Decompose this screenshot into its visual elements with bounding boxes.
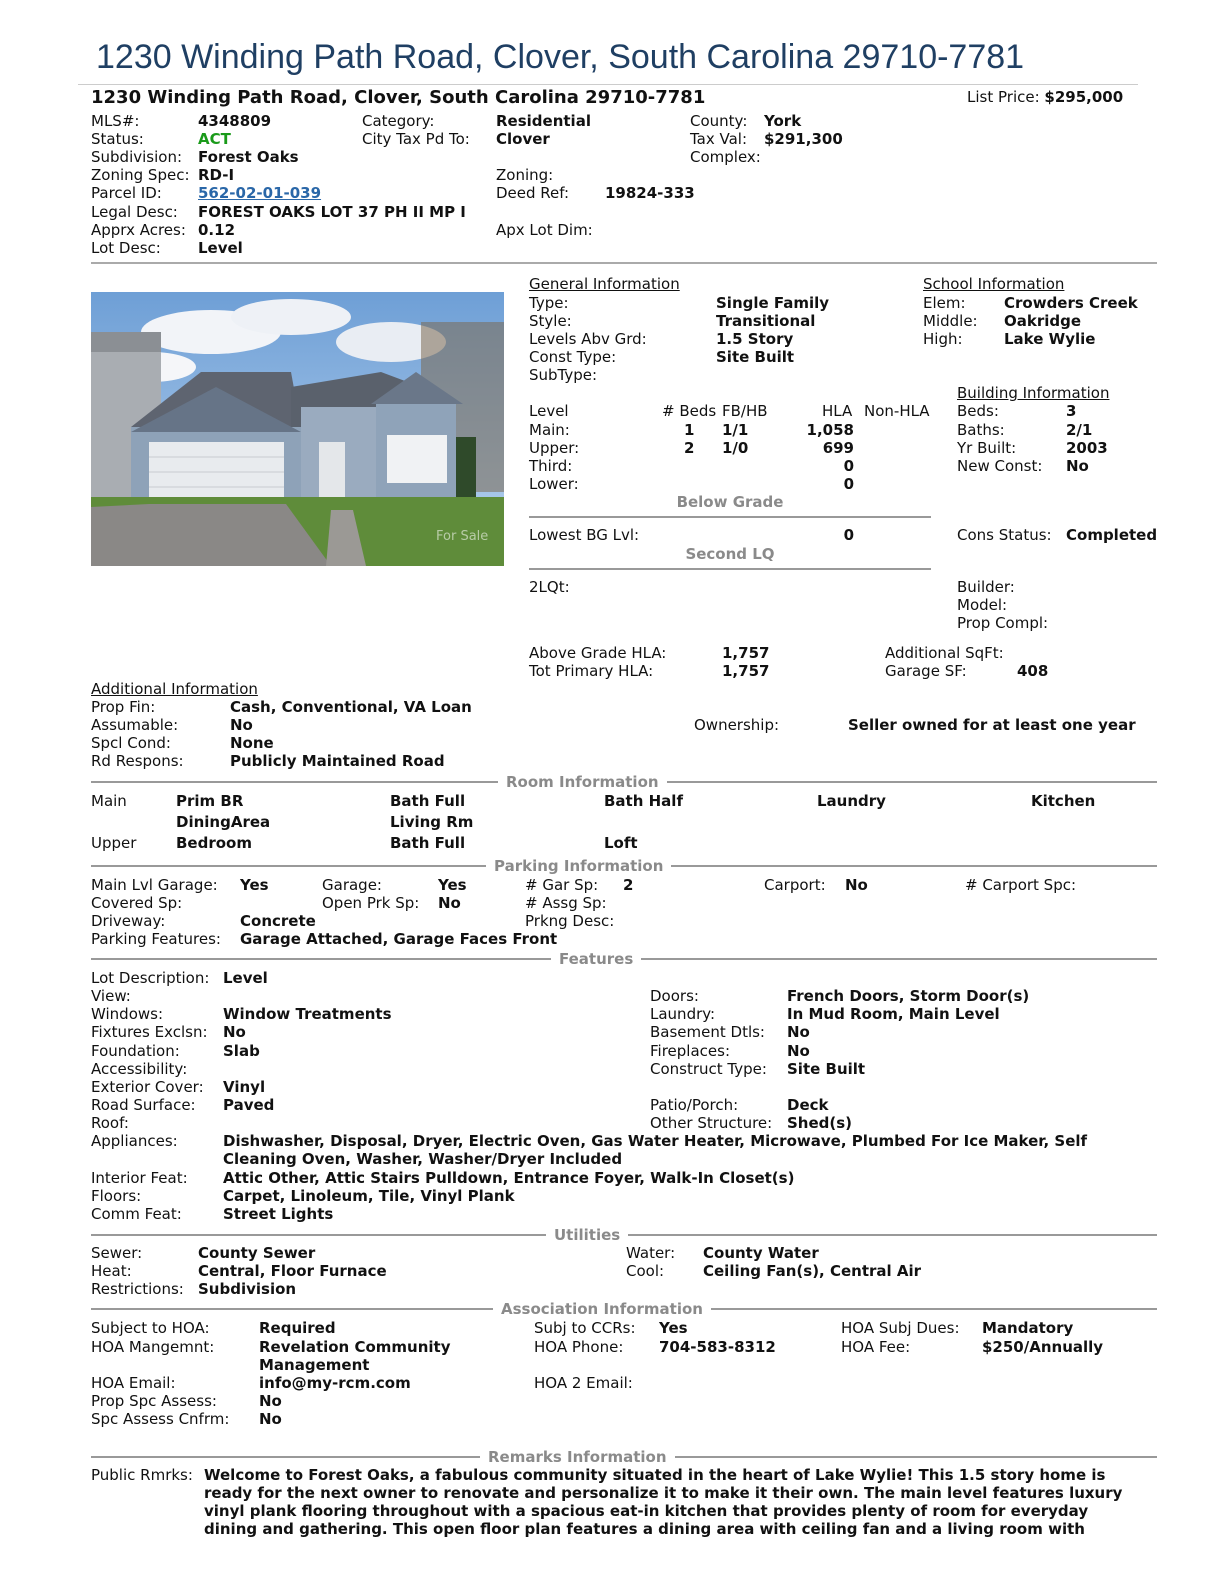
high-label: High: bbox=[923, 330, 963, 348]
covered-sp-label: Covered Sp: bbox=[91, 894, 183, 912]
legal-value: FOREST OAKS LOT 37 PH II MP I bbox=[198, 203, 466, 221]
style-label: Style: bbox=[529, 312, 572, 330]
interior-value: Attic Other, Attic Stairs Pulldown, Entrance Foyer, Walk-In Closet(s) bbox=[223, 1169, 795, 1187]
room-item: Bedroom bbox=[176, 834, 252, 852]
lot-desc-label: Lot Desc: bbox=[91, 239, 161, 257]
level-row-label: Lower: bbox=[529, 475, 579, 493]
elem-value: Crowders Creek bbox=[1004, 294, 1138, 312]
patio-value: Deck bbox=[787, 1096, 829, 1114]
city-tax-value: Clover bbox=[496, 130, 550, 148]
carport-spc-label: # Carport Spc: bbox=[965, 876, 1077, 894]
subdivision-value: Forest Oaks bbox=[198, 148, 299, 166]
room-item: Living Rm bbox=[390, 813, 474, 831]
cool-label: Cool: bbox=[626, 1262, 665, 1280]
nonhla-col-header: Non-HLA bbox=[864, 402, 930, 420]
other-structure-value: Shed(s) bbox=[787, 1114, 853, 1132]
windows-value: Window Treatments bbox=[223, 1005, 392, 1023]
main-lvl-garage-value: Yes bbox=[240, 876, 269, 894]
basement-label: Basement Dtls: bbox=[650, 1023, 765, 1041]
spc-assess-cnfrm-value: No bbox=[259, 1410, 282, 1428]
ownership-value: Seller owned for at least one year bbox=[848, 716, 1136, 734]
laundry-value: In Mud Room, Main Level bbox=[787, 1005, 1000, 1023]
yr-built-value: 2003 bbox=[1066, 439, 1108, 457]
carport-label: Carport: bbox=[764, 876, 826, 894]
mls-value: 4348809 bbox=[198, 112, 272, 130]
assg-sp-label: # Assg Sp: bbox=[525, 894, 607, 912]
beds-label: Beds: bbox=[957, 402, 999, 420]
parking-features-value: Garage Attached, Garage Faces Front bbox=[240, 930, 558, 948]
lot-dim-label: Apx Lot Dim: bbox=[496, 221, 593, 239]
cons-status-label: Cons Status: bbox=[957, 526, 1052, 544]
room-main-label: Main bbox=[91, 792, 127, 810]
exterior-label: Exterior Cover: bbox=[91, 1078, 204, 1096]
foundation-label: Foundation: bbox=[91, 1042, 180, 1060]
room-item: Prim BR bbox=[176, 792, 244, 810]
zoning-label: Zoning: bbox=[496, 166, 554, 184]
level-row-label: Main: bbox=[529, 421, 570, 439]
additional-info-header: Additional Information bbox=[91, 680, 258, 698]
baths-label: Baths: bbox=[957, 421, 1005, 439]
fireplaces-value: No bbox=[787, 1042, 810, 1060]
floors-value: Carpet, Linoleum, Tile, Vinyl Plank bbox=[223, 1187, 515, 1205]
hoa-fee-value: $250/Annually bbox=[982, 1338, 1104, 1356]
fireplaces-label: Fireplaces: bbox=[650, 1042, 730, 1060]
zoning-spec-label: Zoning Spec: bbox=[91, 166, 190, 184]
room-info-header: Room Information bbox=[498, 773, 667, 791]
mls-label: MLS#: bbox=[91, 112, 140, 130]
beds-value: 3 bbox=[1066, 402, 1077, 420]
doors-label: Doors: bbox=[650, 987, 699, 1005]
roof-label: Roof: bbox=[91, 1114, 129, 1132]
cons-status-value: Completed bbox=[1066, 526, 1158, 544]
garage-sf-value: 408 bbox=[1017, 662, 1049, 680]
spc-assess-cnfrm-label: Spc Assess Cnfrm: bbox=[91, 1410, 230, 1428]
subj-hoa-value: Required bbox=[259, 1319, 336, 1337]
house-illustration bbox=[91, 292, 504, 566]
assumable-label: Assumable: bbox=[91, 716, 179, 734]
level-row-label: Upper: bbox=[529, 439, 580, 457]
zoning-spec-value: RD-I bbox=[198, 166, 235, 184]
sewer-label: Sewer: bbox=[91, 1244, 143, 1262]
room-upper-label: Upper bbox=[91, 834, 137, 852]
windows-label: Windows: bbox=[91, 1005, 164, 1023]
hoa-dues-label: HOA Subj Dues: bbox=[841, 1319, 960, 1337]
tot-primary-label: Tot Primary HLA: bbox=[529, 662, 654, 680]
room-item: Bath Full bbox=[390, 792, 466, 810]
acres-value: 0.12 bbox=[198, 221, 236, 239]
category-value: Residential bbox=[496, 112, 591, 130]
subdivision-label: Subdivision: bbox=[91, 148, 183, 166]
garage-sf-label: Garage SF: bbox=[885, 662, 967, 680]
page-title: 1230 Winding Path Road, Clover, South Carolina 29710-7781 bbox=[96, 38, 1025, 76]
road-surface-label: Road Surface: bbox=[91, 1096, 196, 1114]
garage-value: Yes bbox=[438, 876, 467, 894]
cool-value: Ceiling Fan(s), Central Air bbox=[703, 1262, 922, 1280]
parcel-link[interactable]: 562-02-01-039 bbox=[198, 184, 322, 202]
hoa-phone-value[interactable]: 704-583-8312 bbox=[659, 1338, 776, 1356]
building-info-header: Building Information bbox=[957, 384, 1110, 402]
room-item: Bath Half bbox=[604, 792, 683, 810]
room-item: Kitchen bbox=[1031, 792, 1096, 810]
ccrs-label: Subj to CCRs: bbox=[534, 1319, 636, 1337]
lowest-bg-label: Lowest BG Lvl: bbox=[529, 526, 640, 544]
middle-label: Middle: bbox=[923, 312, 978, 330]
city-tax-label: City Tax Pd To: bbox=[362, 130, 470, 148]
foundation-value: Slab bbox=[223, 1042, 260, 1060]
prkng-desc-label: Prkng Desc: bbox=[525, 912, 615, 930]
assumable-value: No bbox=[230, 716, 253, 734]
high-value: Lake Wylie bbox=[1004, 330, 1096, 348]
prop-fin-label: Prop Fin: bbox=[91, 698, 156, 716]
interior-label: Interior Feat: bbox=[91, 1169, 188, 1187]
features-header: Features bbox=[551, 950, 641, 968]
level-row-hla: 699 bbox=[822, 439, 854, 457]
subtype-label: SubType: bbox=[529, 366, 598, 384]
open-prk-value: No bbox=[438, 894, 461, 912]
yr-built-label: Yr Built: bbox=[957, 439, 1017, 457]
doors-value: French Doors, Storm Door(s) bbox=[787, 987, 1030, 1005]
second-lq-header: Second LQ bbox=[685, 545, 775, 563]
water-label: Water: bbox=[626, 1244, 676, 1262]
heat-label: Heat: bbox=[91, 1262, 132, 1280]
restrictions-value: Subdivision bbox=[198, 1280, 297, 1298]
rd-respons-value: Publicly Maintained Road bbox=[230, 752, 445, 770]
tax-val-value: $291,300 bbox=[764, 130, 843, 148]
room-item: Bath Full bbox=[390, 834, 466, 852]
parking-info-header: Parking Information bbox=[486, 857, 671, 875]
style-value: Transitional bbox=[716, 312, 816, 330]
gar-sp-value: 2 bbox=[623, 876, 634, 894]
const-value: Site Built bbox=[716, 348, 795, 366]
ownership-label: Ownership: bbox=[694, 716, 780, 734]
lot-description-label: Lot Description: bbox=[91, 969, 210, 987]
fixtures-value: No bbox=[223, 1023, 246, 1041]
hoa-dues-value: Mandatory bbox=[982, 1319, 1074, 1337]
lqt-label: 2LQt: bbox=[529, 578, 570, 596]
floors-label: Floors: bbox=[91, 1187, 142, 1205]
status-label: Status: bbox=[91, 130, 144, 148]
builder-label: Builder: bbox=[957, 578, 1015, 596]
level-row-fbhb: 1/1 bbox=[722, 421, 749, 439]
level-row-beds: 1 bbox=[684, 421, 695, 439]
complex-label: Complex: bbox=[690, 148, 761, 166]
level-row-label: Third: bbox=[529, 457, 573, 475]
room-item: Laundry bbox=[817, 792, 886, 810]
rd-respons-label: Rd Respons: bbox=[91, 752, 184, 770]
top-divider bbox=[91, 262, 1157, 264]
title-divider bbox=[78, 84, 1138, 85]
county-value: York bbox=[764, 112, 802, 130]
hla-col-header: HLA bbox=[822, 402, 853, 420]
new-const-value: No bbox=[1066, 457, 1089, 475]
prop-compl-label: Prop Compl: bbox=[957, 614, 1049, 632]
prop-spc-assess-value: No bbox=[259, 1392, 282, 1410]
below-grade-divider bbox=[529, 516, 931, 518]
open-prk-label: Open Prk Sp: bbox=[322, 894, 420, 912]
ccrs-value: Yes bbox=[659, 1319, 688, 1337]
model-label: Model: bbox=[957, 596, 1008, 614]
comm-feat-label: Comm Feat: bbox=[91, 1205, 182, 1223]
association-info-header: Association Information bbox=[493, 1300, 711, 1318]
construct-type-value: Site Built bbox=[787, 1060, 866, 1078]
construct-type-label: Construct Type: bbox=[650, 1060, 767, 1078]
main-lvl-garage-label: Main Lvl Garage: bbox=[91, 876, 218, 894]
baths-value: 2/1 bbox=[1066, 421, 1093, 439]
list-price-label: List Price: bbox=[967, 88, 1040, 106]
photo-watermark: For Sale bbox=[436, 529, 489, 544]
fbhb-col-header: FB/HB bbox=[722, 402, 768, 420]
parcel-label: Parcel ID: bbox=[91, 184, 162, 202]
comm-feat-value: Street Lights bbox=[223, 1205, 334, 1223]
parking-features-label: Parking Features: bbox=[91, 930, 221, 948]
garage-label: Garage: bbox=[322, 876, 382, 894]
status-value: ACT bbox=[198, 130, 231, 148]
public-remarks-label: Public Rmrks: bbox=[91, 1466, 193, 1484]
level-row-hla: 0 bbox=[843, 457, 854, 475]
view-label: View: bbox=[91, 987, 131, 1005]
hoa-email-value[interactable]: info@my-rcm.com bbox=[259, 1374, 411, 1392]
address-subtitle: 1230 Winding Path Road, Clover, South Carolina 29710-7781 bbox=[91, 87, 706, 108]
room-item: DiningArea bbox=[176, 813, 271, 831]
deed-label: Deed Ref: bbox=[496, 184, 570, 202]
general-info-header: General Information bbox=[529, 275, 680, 293]
elem-label: Elem: bbox=[923, 294, 966, 312]
prop-fin-value: Cash, Conventional, VA Loan bbox=[230, 698, 472, 716]
lot-desc-value: Level bbox=[198, 239, 243, 257]
school-info-header: School Information bbox=[923, 275, 1065, 293]
level-row-hla: 1,058 bbox=[806, 421, 854, 439]
below-grade-header: Below Grade bbox=[676, 493, 784, 511]
deed-value: 19824-333 bbox=[605, 184, 695, 202]
driveway-value: Concrete bbox=[240, 912, 316, 930]
add-sqft-label: Additional SqFt: bbox=[885, 644, 1004, 662]
type-value: Single Family bbox=[716, 294, 830, 312]
level-row-fbhb: 1/0 bbox=[722, 439, 749, 457]
utilities-header: Utilities bbox=[546, 1226, 628, 1244]
hoa-mgmt-value: Revelation Community Management bbox=[259, 1338, 451, 1374]
level-col-header: Level bbox=[529, 402, 569, 420]
accessibility-label: Accessibility: bbox=[91, 1060, 188, 1078]
spcl-cond-label: Spcl Cond: bbox=[91, 734, 171, 752]
type-label: Type: bbox=[529, 294, 569, 312]
subj-hoa-label: Subject to HOA: bbox=[91, 1319, 210, 1337]
hoa2-email-label: HOA 2 Email: bbox=[534, 1374, 633, 1392]
levels-value: 1.5 Story bbox=[716, 330, 794, 348]
level-row-hla: 0 bbox=[843, 475, 854, 493]
above-grade-value: 1,757 bbox=[722, 644, 770, 662]
hoa-phone-label: HOA Phone: bbox=[534, 1338, 624, 1356]
hoa-mgmt-label: HOA Mangemnt: bbox=[91, 1338, 215, 1356]
patio-label: Patio/Porch: bbox=[650, 1096, 739, 1114]
water-value: County Water bbox=[703, 1244, 819, 1262]
const-label: Const Type: bbox=[529, 348, 617, 366]
lot-description-value: Level bbox=[223, 969, 268, 987]
hoa-email-label: HOA Email: bbox=[91, 1374, 176, 1392]
remarks-info-header: Remarks Information bbox=[480, 1448, 675, 1466]
second-lq-divider bbox=[529, 568, 931, 570]
list-price bbox=[967, 88, 1123, 106]
driveway-label: Driveway: bbox=[91, 912, 166, 930]
list-price-value: $295,000 bbox=[1044, 88, 1124, 106]
heat-value: Central, Floor Furnace bbox=[198, 1262, 387, 1280]
other-structure-label: Other Structure: bbox=[650, 1114, 773, 1132]
county-label: County: bbox=[690, 112, 748, 130]
laundry-label: Laundry: bbox=[650, 1005, 716, 1023]
public-remarks-text: Welcome to Forest Oaks, a fabulous community situated in the heart of Lake Wylie! This 1.5 story home is ready for the next owner to renovate and personalize it to make it their own. The main level features luxury vinyl plank flooring throughout with a spacious eat-in kitchen that provides plenty of room for everyday dining and gathering. This open floor plan features a dining area with ceiling fan and a living room with bbox=[204, 1466, 1123, 1538]
legal-label: Legal Desc: bbox=[91, 203, 178, 221]
appliances-label: Appliances: bbox=[91, 1132, 178, 1150]
levels-label: Levels Abv Grd: bbox=[529, 330, 647, 348]
hoa-fee-label: HOA Fee: bbox=[841, 1338, 911, 1356]
property-photo[interactable] bbox=[91, 292, 504, 566]
level-row-beds: 2 bbox=[684, 439, 695, 457]
above-grade-label: Above Grade HLA: bbox=[529, 644, 667, 662]
beds-col-header: # Beds bbox=[662, 402, 717, 420]
tot-primary-value: 1,757 bbox=[722, 662, 770, 680]
carport-value: No bbox=[845, 876, 868, 894]
middle-value: Oakridge bbox=[1004, 312, 1082, 330]
road-surface-value: Paved bbox=[223, 1096, 275, 1114]
exterior-value: Vinyl bbox=[223, 1078, 266, 1096]
new-const-label: New Const: bbox=[957, 457, 1043, 475]
lowest-bg-value: 0 bbox=[843, 526, 854, 544]
spcl-cond-value: None bbox=[230, 734, 274, 752]
tax-val-label: Tax Val: bbox=[690, 130, 748, 148]
gar-sp-label: # Gar Sp: bbox=[525, 876, 599, 894]
basement-value: No bbox=[787, 1023, 810, 1041]
appliances-value: Dishwasher, Disposal, Dryer, Electric Oven, Gas Water Heater, Microwave, Plumbed For Ice Maker, Self Cleaning Oven, Washer, Washer/Dryer Included bbox=[223, 1132, 1088, 1168]
category-label: Category: bbox=[362, 112, 435, 130]
restrictions-label: Restrictions: bbox=[91, 1280, 184, 1298]
room-item: Loft bbox=[604, 834, 638, 852]
fixtures-label: Fixtures Exclsn: bbox=[91, 1023, 208, 1041]
acres-label: Apprx Acres: bbox=[91, 221, 186, 239]
prop-spc-assess-label: Prop Spc Assess: bbox=[91, 1392, 217, 1410]
sewer-value: County Sewer bbox=[198, 1244, 316, 1262]
